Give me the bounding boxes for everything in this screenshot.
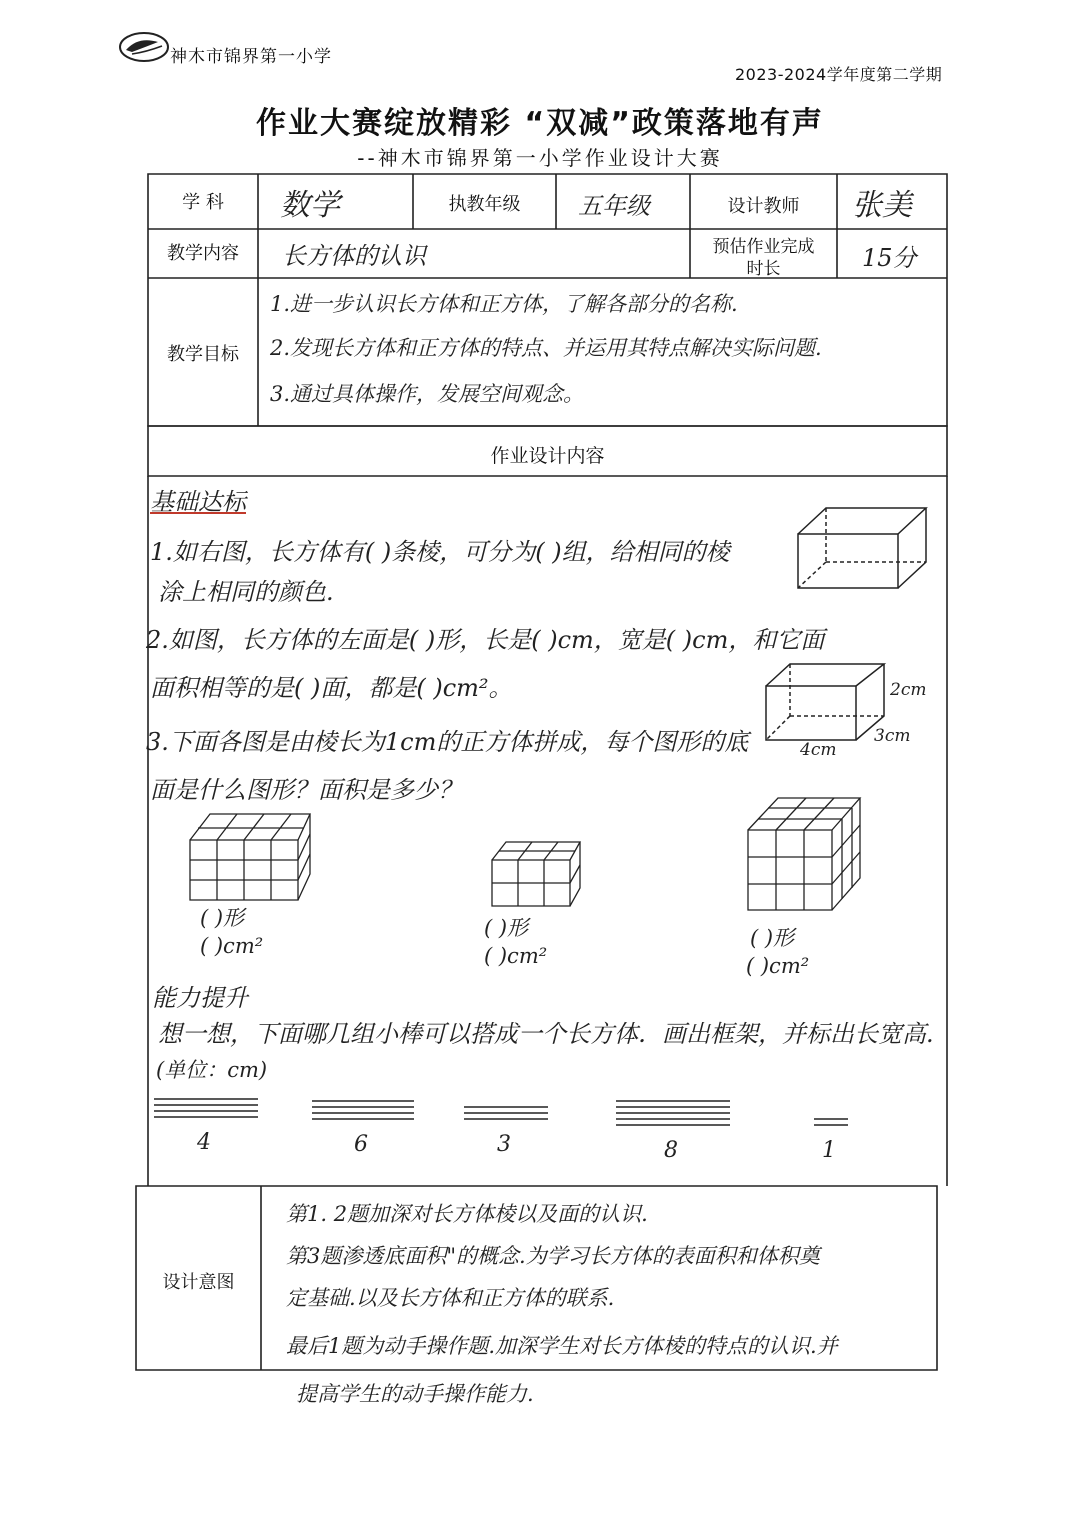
question-2-width-label: 3cm [874, 726, 911, 746]
content-value: 长方体的认识 [282, 242, 426, 270]
stick-length-label: 4 [197, 1130, 211, 1155]
subject-label: 学 科 [182, 192, 224, 213]
stick-length-label: 6 [354, 1132, 368, 1157]
grade-label: 执教年级 [448, 194, 521, 215]
figure-c-shape-blank: ( )形 [750, 926, 795, 950]
goals-label: 教学目标 [167, 344, 239, 365]
stick-group-4 [614, 1098, 740, 1136]
figure-c-area-blank: ( )cm² [746, 954, 810, 978]
intent-line-1: 第1. 2题加深对长方体棱以及面的认识. [286, 1202, 648, 1226]
stick-length-label: 8 [664, 1138, 678, 1163]
stick-length-label: 1 [822, 1138, 836, 1163]
question-2-cuboid-figure [760, 658, 890, 748]
question-3-line-1: 3.下面各图是由棱长为1cm的正方体拼成，每个图形的底 [146, 728, 749, 756]
page-subtitle: --神木市锦界第一小学作业设计大赛 [357, 146, 723, 170]
time-value: 15分 [862, 244, 917, 272]
question-3-figure-c [744, 792, 866, 916]
question-3-figure-b [488, 838, 584, 910]
basic-section-title: 基础达标 [150, 488, 246, 516]
teacher-value: 张美 [852, 188, 912, 223]
question-4-line-1: 想一想，下面哪几组小棒可以搭成一个长方体．画出框架，并标出长宽高. [158, 1020, 934, 1048]
question-2-line-1: 2.如图，长方体的左面是( )形，长是( )cm，宽是( )cm，和它面 [146, 626, 825, 654]
intent-line-3: 定基础.以及长方体和正方体的联系. [286, 1286, 615, 1310]
ability-section-title: 能力提升 [152, 984, 248, 1012]
figure-b-shape-blank: ( )形 [484, 916, 529, 940]
intent-line-4: 最后1题为动手操作题.加深学生对长方体棱的特点的认识.并 [286, 1334, 838, 1358]
stick-group-2 [310, 1098, 424, 1130]
goal-item-2: 2.发现长方体和正方体的特点、并运用其特点解决实际问题. [270, 336, 822, 360]
figure-a-shape-blank: ( )形 [200, 906, 245, 930]
school-name: 神木市锦界第一小学 [170, 47, 332, 67]
stick-group-1 [152, 1096, 268, 1128]
question-2-height-label: 2cm [890, 680, 927, 700]
intent-line-5: 提高学生的动手操作能力. [296, 1382, 534, 1406]
intent-label: 设计意图 [162, 1272, 235, 1293]
figure-a-area-blank: ( )cm² [200, 934, 264, 958]
time-label-1: 预估作业完成 [712, 237, 815, 257]
intent-line-2: 第3题渗透底面积"的概念.为学习长方体的表面积和体积奠 [286, 1244, 820, 1268]
page-title: 作业大赛绽放精彩 “双减”政策落地有声 [256, 106, 824, 141]
goal-item-3: 3.通过具体操作，发展空间观念。 [270, 382, 585, 406]
question-3-figure-a [186, 808, 316, 908]
homework-header: 作业设计内容 [490, 445, 605, 467]
content-label: 教学内容 [167, 243, 239, 264]
stick-group-5 [812, 1116, 858, 1136]
subject-value: 数学 [280, 188, 340, 223]
question-2-line-2: 面积相等的是( )面，都是( )cm²。 [150, 674, 513, 702]
question-1-cuboid-figure [792, 500, 932, 600]
time-label-2: 时长 [746, 259, 781, 279]
term-label: 2023-2024学年度第二学期 [735, 65, 943, 84]
grade-value: 五年级 [578, 192, 650, 220]
figure-b-area-blank: ( )cm² [484, 944, 548, 968]
question-2-length-label: 4cm [800, 740, 837, 760]
goal-item-1: 1.进一步认识长方体和正方体，了解各部分的名称. [270, 292, 738, 316]
question-1-line-2: 涂上相同的颜色. [158, 578, 334, 606]
stick-group-3 [462, 1104, 558, 1130]
teacher-label: 设计教师 [727, 196, 800, 217]
stick-length-label: 3 [497, 1132, 511, 1157]
question-3-line-2: 面是什么图形？面积是多少？ [150, 776, 462, 804]
question-4-unit: (单位：cm) [156, 1058, 268, 1082]
question-1-line-1: 1.如右图，长方体有( )条棱，可分为( )组，给相同的棱 [150, 538, 730, 566]
